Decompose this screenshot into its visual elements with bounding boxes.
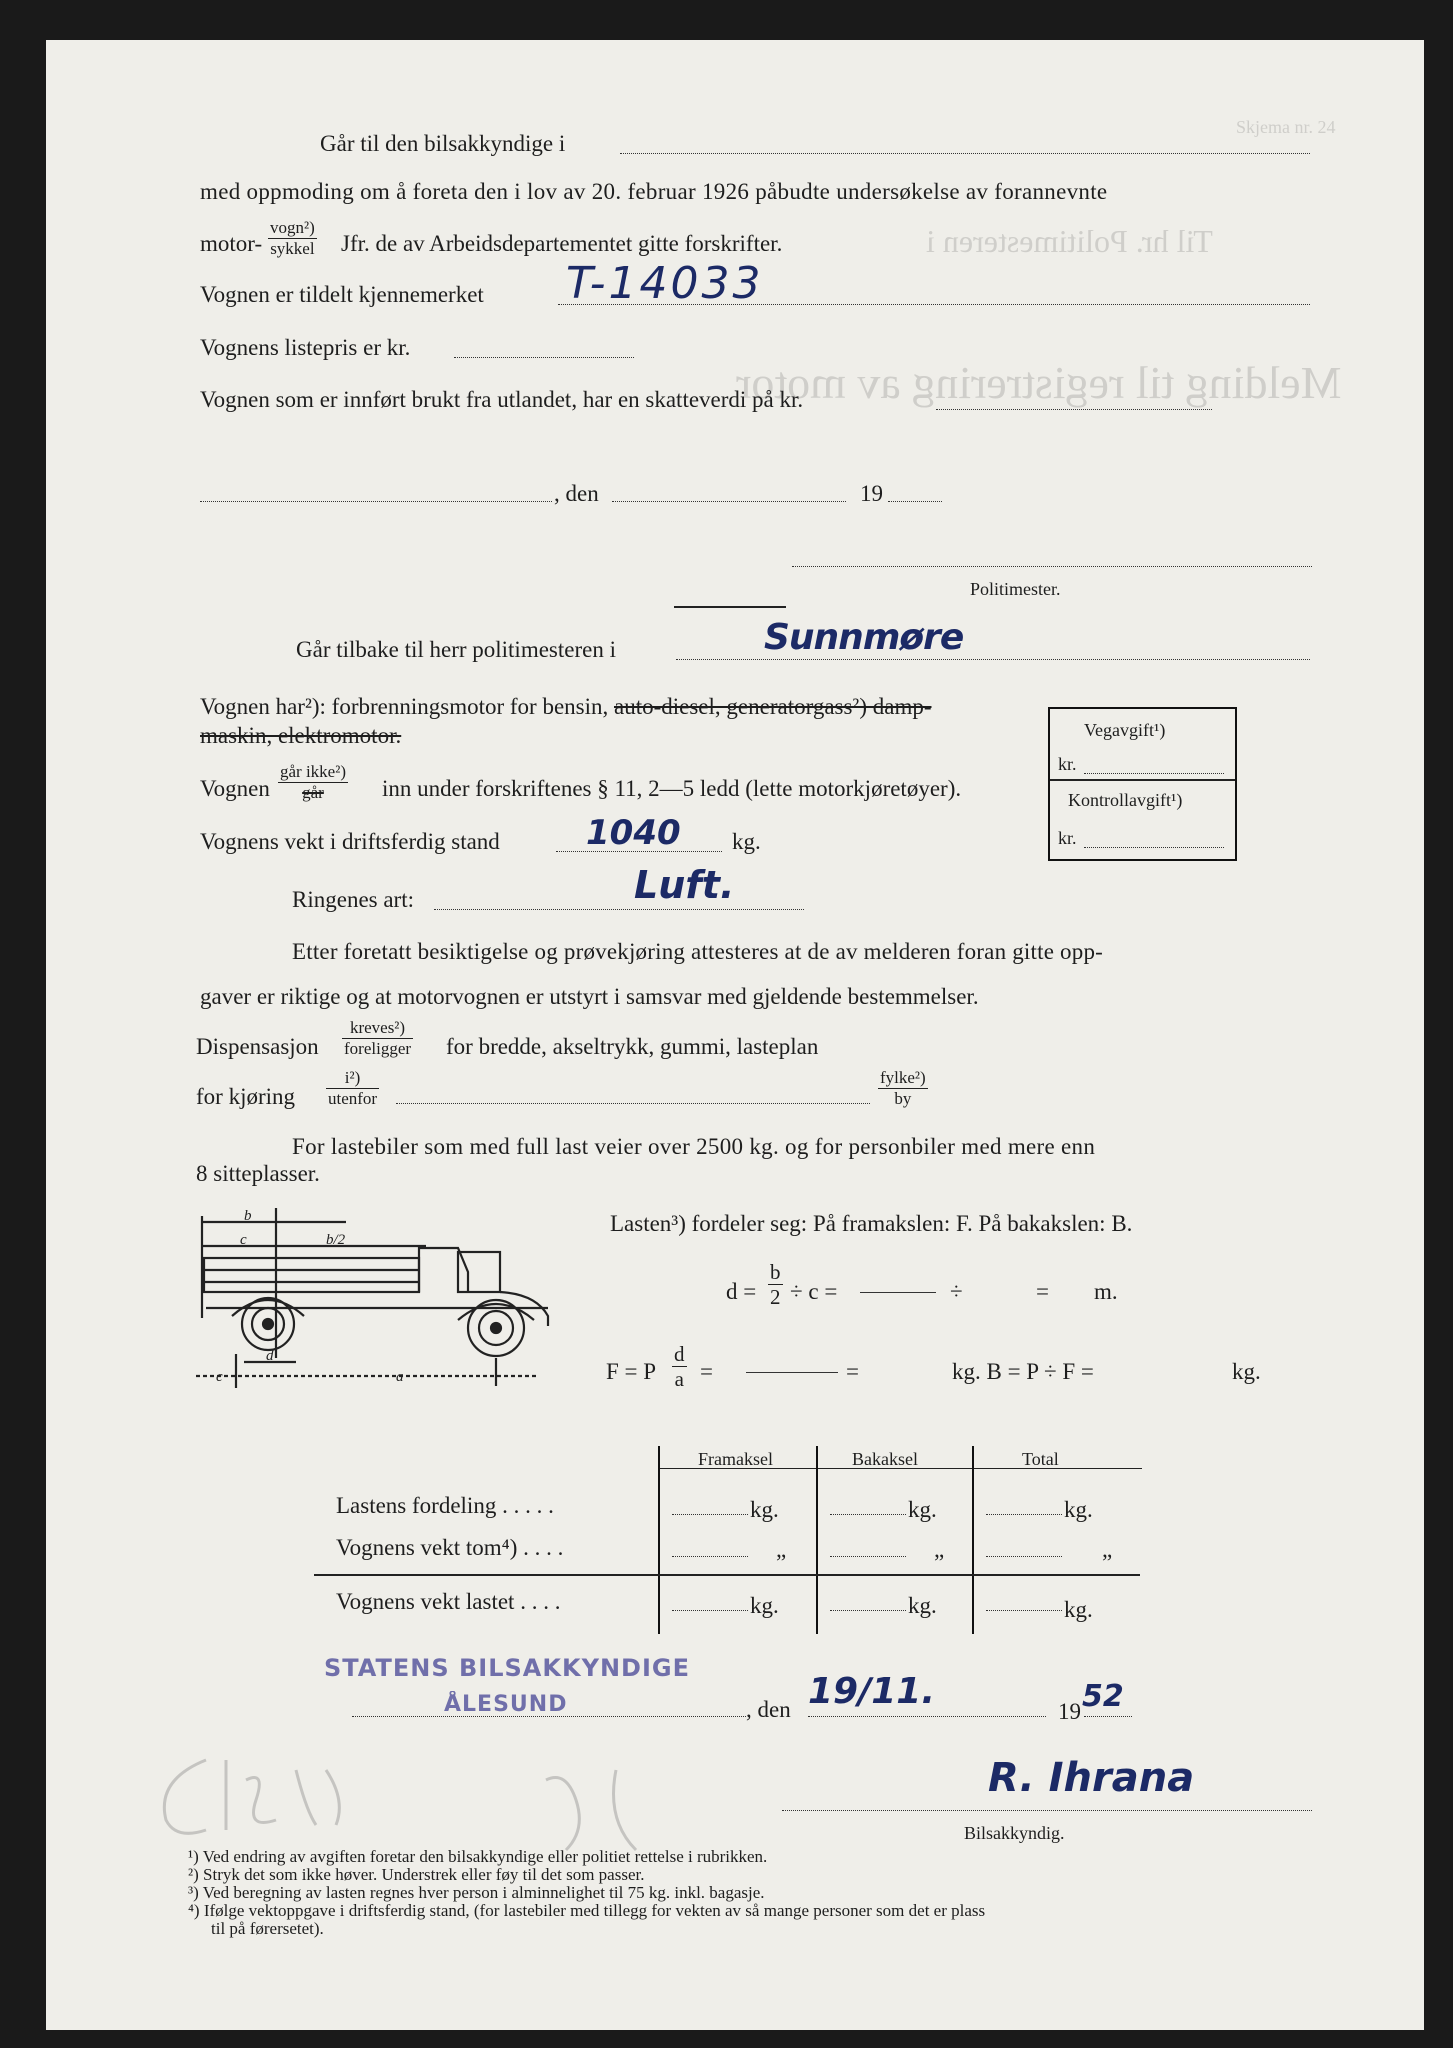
vognen-label: Vognen [200,776,270,801]
diagram-label-b2: b/2 [326,1232,346,1248]
header-year-field[interactable] [888,501,942,502]
table-cell-1-3-field[interactable] [986,1514,1062,1515]
engine-text-struck-2: maskin, elektromotor. [200,723,402,748]
kontrollavgift-kr: kr. [1058,828,1077,848]
footnote-1-mark: ¹) [188,1847,199,1866]
footnote-3-mark: ³) [188,1883,199,1902]
signoff-year-prefix: 19 [1058,1699,1081,1724]
footnote-3 [188,1884,765,1901]
gar-fraction-bottom: går [302,782,324,802]
table-cell-3-2: kg. [908,1593,937,1618]
engine-text [200,695,932,718]
weight-label: Vognens vekt i driftsferdig stand [200,829,500,854]
dispensation-suffix: for bredde, akseltrykk, gummi, lasteplan [446,1034,819,1059]
kontrollavgift-field[interactable] [1084,847,1224,848]
footnote-3-text: Ved beregning av lasten regnes hver person i alminnelighet til 75 kg. inkl. bagasje. [202,1883,765,1902]
fylke-fraction-top: fylke²) [880,1068,926,1087]
formula-d-field-1[interactable] [860,1292,936,1293]
stamp-line-1: STATENS BILSAKKYNDIGE [324,1654,690,1682]
plate-label: Vognen er tildelt kjennemerket [200,282,484,307]
table-cell-3-3: kg. [1064,1597,1093,1622]
return-field[interactable] [676,659,1310,660]
signoff-den-label: , den [746,1697,791,1722]
formula-d-left: d = [726,1279,757,1304]
vegavgift-field[interactable] [1084,773,1224,774]
table-header-framaksel: Framaksel [698,1449,773,1469]
formula-d-den: 2 [770,1285,781,1310]
examiner-role-label: Bilsakkyndig. [964,1823,1065,1843]
vegavgift-kr: kr. [1058,754,1077,774]
formula-d-unit: m. [1094,1279,1118,1304]
tyres-field[interactable] [434,909,804,910]
table-cell-1-1-field[interactable] [672,1514,748,1515]
signoff-year-field[interactable] [1084,1716,1132,1717]
plate-value: T-14033 [566,258,764,309]
table-cell-2-1: „ [776,1537,787,1562]
police-signature-field[interactable] [792,566,1312,567]
show-through-corner: Skjema nr. 24 [1236,117,1336,137]
diagram-label-c: c [216,1369,223,1385]
show-through-title: Melding til registrering av motor [736,357,1342,408]
table-col-rule-2 [816,1446,818,1634]
engine-text-kept: Vognen har²): forbrenningsmotor for bensin, [200,694,609,719]
load-distribution-line: Lasten³) fordeler seg: På framakslen: F. På bakakslen: B. [610,1211,1133,1236]
table-cell-2-3: „ [1102,1537,1113,1562]
return-value: Sunnmøre [764,617,964,658]
table-cell-2-2-field[interactable] [830,1556,906,1557]
kjoring-fraction [326,1068,379,1108]
table-cell-2-3-field[interactable] [986,1556,1062,1557]
kjoring-label: for kjøring [196,1084,296,1109]
fee-box-divider [1050,779,1235,781]
header-year-prefix: 19 [860,481,883,506]
diagram-label-c-top: c [240,1232,247,1248]
load-intro-line-2: 8 sitteplasser. [196,1161,320,1186]
motor-fraction [268,218,317,258]
section-divider [674,606,786,608]
formula-f-unit1: kg. B = P ÷ F = [952,1359,1094,1384]
table-header-total: Total [1022,1449,1059,1469]
engine-text-struck-1: auto-diesel, generatorgass²) damp- [614,694,932,719]
attest-line-1: Etter foretatt besiktigelse og prøvekjøring attesteres at de av melderen foran gitte opp- [292,939,1104,964]
formula-f-left: F = P [606,1359,657,1384]
tyres-value: Luft. [634,863,735,907]
table-cell-2-2: „ [934,1537,945,1562]
kjoring-fraction-top: i²) [326,1068,379,1089]
dispensation-fraction-bottom: foreligger [344,1038,412,1058]
import-value-field[interactable] [936,409,1212,410]
table-cell-1-2-field[interactable] [830,1514,906,1515]
fee-box [1048,707,1237,861]
kjoring-field[interactable] [396,1103,870,1104]
truck-diagram [196,1208,616,1388]
formula-d-fraction [768,1260,783,1309]
table-row-rule [314,1574,1140,1576]
examiner-signature-field[interactable] [782,1810,1312,1811]
table-row-label-2: Vognens vekt tom⁴) . . . . [336,1535,564,1560]
signoff-year-value: 52 [1082,1679,1124,1714]
formula-f-unit2: kg. [1232,1359,1261,1384]
table-cell-1-2: kg. [908,1497,937,1522]
destination-field[interactable] [620,153,1310,154]
formula-d-right: ÷ c = [790,1279,838,1304]
formula-f-eq1: = [700,1359,713,1384]
motor-prefix: motor- [200,231,263,256]
table-cell-3-1-field[interactable] [672,1610,748,1611]
footnote-5-text: til på førersetet). [211,1919,324,1938]
kjoring-fraction-bottom: utenfor [328,1088,378,1108]
motor-fraction-top: vogn²) [270,218,315,237]
formula-d-divide: ÷ [950,1279,963,1304]
formula-f-fraction [672,1342,687,1391]
tyres-label: Ringenes art: [292,887,414,912]
header-den-label: , den [554,481,599,506]
vegavgift-label: Vegavgift¹) [1084,720,1166,740]
footnote-4 [188,1902,985,1919]
table-cell-1-1: kg. [750,1497,779,1522]
table-row-label-3: Vognens vekt lastet . . . . [336,1589,561,1614]
fylke-fraction-bottom: by [894,1088,912,1108]
formula-d-equals: = [1036,1279,1049,1304]
import-value-label: Vognen som er innført brukt fra utlandet, har en skatteverdi på kr. [200,387,804,412]
footnote-4-mark: ⁴) [188,1901,200,1920]
table-cell-3-2-field[interactable] [830,1610,906,1611]
show-through-addressee: Til hr. Politimesteren i [926,223,1213,259]
gar-fraction-top: går ikke²) [280,762,346,781]
footnote-4-continued [211,1920,324,1937]
examiner-signature: R. Ihrana [988,1755,1195,1801]
list-price-label: Vognens listepris er kr. [200,335,411,360]
stamp-line-2: ÅLESUND [444,1692,568,1717]
formula-f-den: a [674,1367,684,1392]
footnote-2-mark: ²) [188,1865,199,1884]
document-page [46,40,1424,2030]
list-price-field[interactable] [454,357,634,358]
dispensation-label: Dispensasjon [196,1034,319,1059]
signoff-place-field[interactable] [352,1716,746,1717]
load-intro-line-1: For lastebiler som med full last veier over 2500 kg. og for personbiler med mere enn [292,1134,1096,1159]
fylke-fraction [878,1068,928,1108]
motor-suffix: Jfr. de av Arbeidsdepartementet gitte forskrifter. [341,231,783,256]
footnote-1-text: Ved endring av avgiften foretar den bilsakkyndige eller politiet rettelse i rubrikken. [202,1847,768,1866]
dispensation-fraction-top: kreves²) [342,1018,413,1039]
destination-label: Går til den bilsakkyndige i [320,131,566,156]
weight-value: 1040 [586,813,681,853]
table-header-bakaksel: Bakaksel [852,1449,918,1469]
diagram-label-d: d [266,1348,274,1364]
place-field[interactable] [200,501,552,502]
footnote-4-text: Ifølge vektoppgave i driftsferdig stand, (for lastebiler med tillegg for vekten av så mange personer som det er plass [203,1901,986,1920]
footnote-2 [188,1866,644,1883]
table-cell-1-3: kg. [1064,1497,1093,1522]
return-label: Går tilbake til herr politimesteren i [296,637,616,662]
signoff-date-value: 19/11. [808,1671,936,1712]
formula-d-num: b [770,1260,781,1284]
weight-unit: kg. [732,829,761,854]
table-col-rule-3 [972,1446,974,1634]
footnote-2-text: Stryk det som ikke høver. Understrek eller føy til det som passer. [203,1865,645,1884]
dispensation-fraction [342,1018,413,1058]
attest-line-2: gaver er riktige og at motorvognen er utstyrt i samsvar med gjeldende bestemmelser. [200,984,979,1009]
header-date-field[interactable] [612,501,846,502]
kontrollavgift-label: Kontrollavgift¹) [1068,790,1183,810]
gar-suffix: inn under forskriftenes § 11, 2—5 ledd (lette motorkjøretøyer). [382,776,962,801]
formula-f-eq2: = [846,1359,859,1384]
table-cell-2-1-field[interactable] [672,1556,748,1557]
request-text: med oppmoding om å foreta den i lov av 20. februar 1926 påbudte undersøkelse av forannevnte [200,179,1108,204]
formula-f-field-1[interactable] [746,1372,838,1373]
table-row-label-1: Lastens fordeling . . . . . [336,1493,554,1518]
pencil-scribble [146,1740,666,1860]
formula-f-num: d [674,1342,685,1366]
table-cell-3-3-field[interactable] [986,1610,1062,1611]
table-cell-3-1: kg. [750,1593,779,1618]
gar-fraction [278,762,348,802]
signoff-date-field[interactable] [808,1716,1046,1717]
police-label: Politimester. [970,579,1061,599]
table-col-rule-1 [658,1446,660,1634]
diagram-label-b: b [244,1208,252,1224]
motor-fraction-bottom: sykkel [270,238,315,258]
diagram-label-a: a [396,1369,404,1385]
footnote-1 [188,1848,767,1865]
